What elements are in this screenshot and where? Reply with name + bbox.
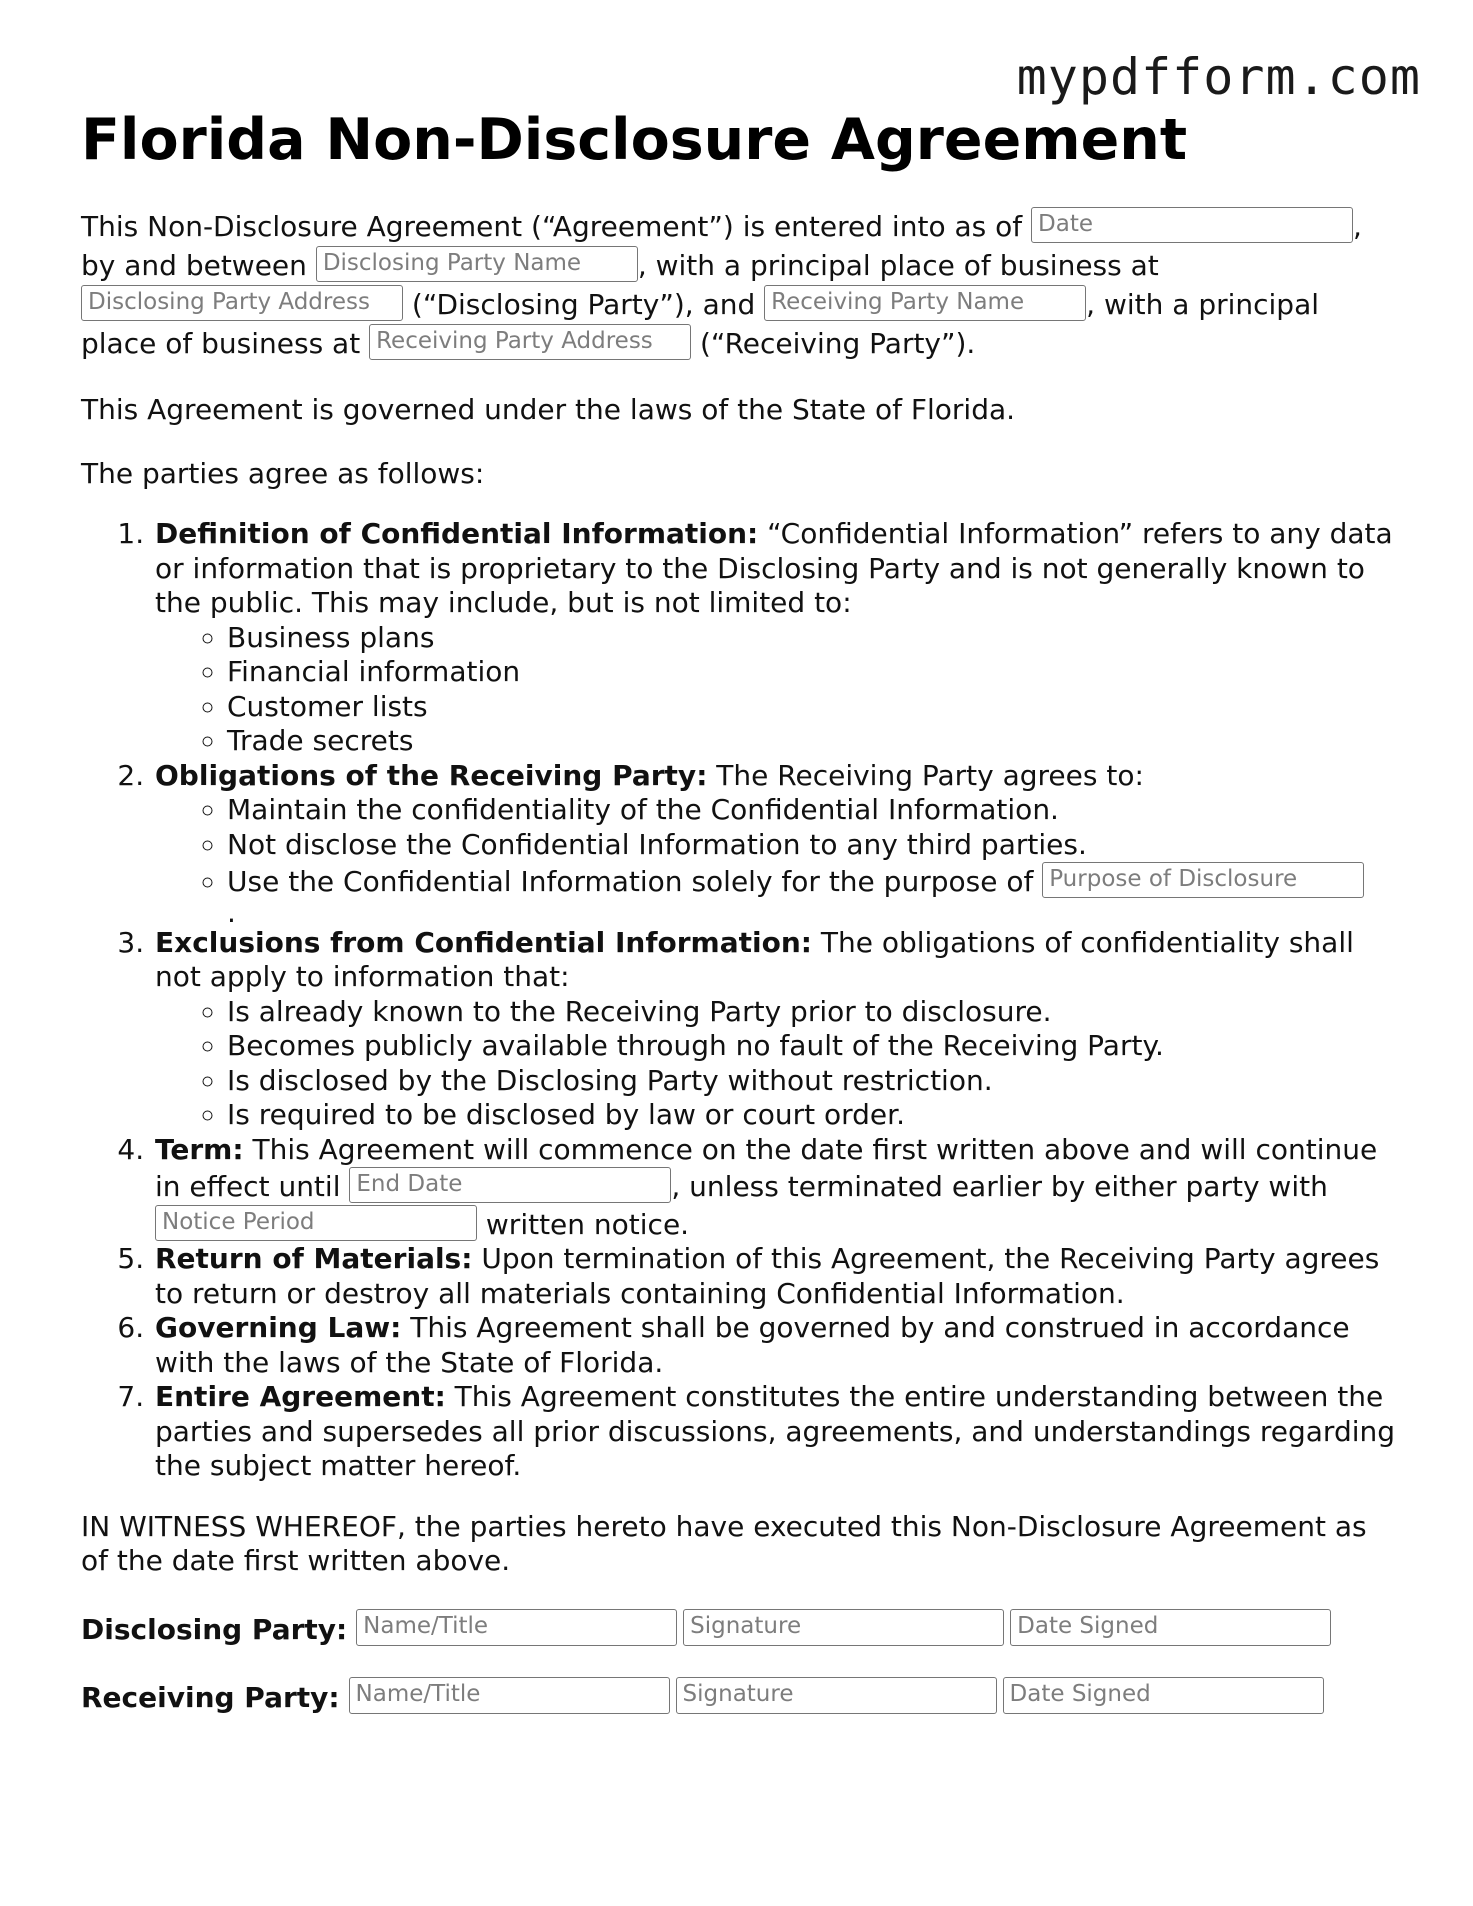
section-heading: Return of Materials: [155,1242,473,1275]
terms-list [81,517,1401,1484]
agree-statement: The parties agree as follows: [81,457,485,490]
receiving-date-signed-field[interactable]: Date Signed [1003,1677,1324,1714]
disclosing-name-title-field[interactable]: Name/Title [356,1609,677,1646]
section-heading: Governing Law: [155,1311,402,1344]
section-obligations [153,758,1401,929]
list-item: ◦ Maintain the confidentiality of the Confidential Information. [227,793,1401,828]
list-item: ◦ Business plans [227,621,1401,656]
receiving-party-name-field[interactable]: Receiving Party Name [764,285,1086,321]
list-item: ◦ Customer lists [227,690,1401,725]
section-text: The Receiving Party agrees to: [707,758,1144,792]
section-heading: Term: [155,1132,244,1166]
section-text: Upon termination of this Agreement, the Receiving Party agrees to return or destroy all materials containing Confidential Information. [155,1242,1380,1310]
disclosing-party-label: Disclosing Party: [81,1612,348,1646]
end-date-field[interactable]: End Date [349,1167,671,1203]
list-item: ◦ Trade secrets [227,724,1401,759]
section-text: This Agreement will commence on the date first written above and will continue in effect until [155,1132,1378,1203]
section-text: The obligations of confidentiality shall not apply to information that: [155,925,1354,993]
section-heading: Definition of Confidential Information: [155,517,759,550]
list-item: ◦ Becomes publicly available through no fault of the Receiving Party. [227,1029,1401,1064]
intro-text: , with a principal place of business at [637,249,1159,282]
intro-text: , with a principal place of business at [81,288,1320,360]
list-item: ◦ Is disclosed by the Disclosing Party without restriction. [227,1064,1401,1099]
disclosing-party-signature-row [81,1609,1401,1649]
sub-list [155,793,1401,929]
receiving-party-signature-row [81,1677,1401,1717]
section-governing-law [153,1311,1401,1380]
page-title: Florida Non-Disclosure Agreement [81,107,1188,173]
sub-list [155,995,1401,1133]
section-heading: Entire Agreement: [155,1380,446,1413]
intro-text: (“Receiving Party”). [691,327,976,360]
notice-period-field[interactable]: Notice Period [155,1205,477,1241]
purpose-of-disclosure-field[interactable]: Purpose of Disclosure [1042,862,1364,898]
receiving-signature-field[interactable]: Signature [676,1677,997,1714]
receiving-party-label: Receiving Party: [81,1680,340,1714]
section-text: written notice. [477,1207,690,1241]
section-definition [153,517,1401,759]
section-text: , unless terminated earlier by either party with [671,1170,1328,1203]
section-text: This Agreement constitutes the entire understanding between the parties and supersedes all prior discussions, agreements, and understandings regarding the subject matter hereof. [155,1380,1396,1482]
list-item-text: Use the Confidential Information solely for the purpose of [227,865,1043,898]
list-item: ◦ Financial information [227,655,1401,690]
date-field[interactable]: Date [1031,207,1353,243]
section-return-of-materials [153,1242,1401,1311]
section-term [153,1133,1401,1243]
list-item-period: . [227,895,236,929]
section-exclusions [153,926,1401,1133]
section-entire-agreement [153,1380,1401,1484]
list-item: ◦ Is required to be disclosed by law or court order. [227,1098,1401,1133]
section-text: This Agreement shall be governed by and construed in accordance with the laws of the State of Florida. [155,1311,1350,1379]
site-watermark: mypdfform.com [1016,48,1421,106]
witness-statement: IN WITNESS WHEREOF, the parties hereto have executed this Non-Disclosure Agreement as of the date first written above. [81,1509,1367,1577]
section-heading: Exclusions from Confidential Information: [155,925,812,959]
sub-list [155,621,1401,759]
disclosing-party-address-field[interactable]: Disclosing Party Address [81,285,403,321]
list-item [227,862,1401,929]
intro-text: This Non-Disclosure Agreement (“Agreement”) is entered into as of [81,210,1032,243]
disclosing-signature-field[interactable]: Signature [683,1609,1004,1646]
disclosing-date-signed-field[interactable]: Date Signed [1010,1609,1331,1646]
list-item: ◦ Is already known to the Receiving Party prior to disclosure. [227,995,1401,1030]
receiving-party-address-field[interactable]: Receiving Party Address [369,324,691,360]
intro-paragraph [81,207,1401,363]
receiving-name-title-field[interactable]: Name/Title [349,1677,670,1714]
governed-statement: This Agreement is governed under the laws of the State of Florida. [81,393,1016,426]
disclosing-party-name-field[interactable]: Disclosing Party Name [316,246,638,282]
document-page [81,95,1401,1717]
intro-text: (“Disclosing Party”), and [403,288,765,321]
section-heading: Obligations of the Receiving Party: [155,758,708,792]
section-text: “Confidential Information” refers to any data or information that is proprietary to the Disclosing Party and is not generally known to the public. This may include, but is not limited to: [155,517,1393,619]
list-item: ◦ Not disclose the Confidential Information to any third parties. [227,828,1401,863]
intro-text: , by and between [81,210,1362,282]
